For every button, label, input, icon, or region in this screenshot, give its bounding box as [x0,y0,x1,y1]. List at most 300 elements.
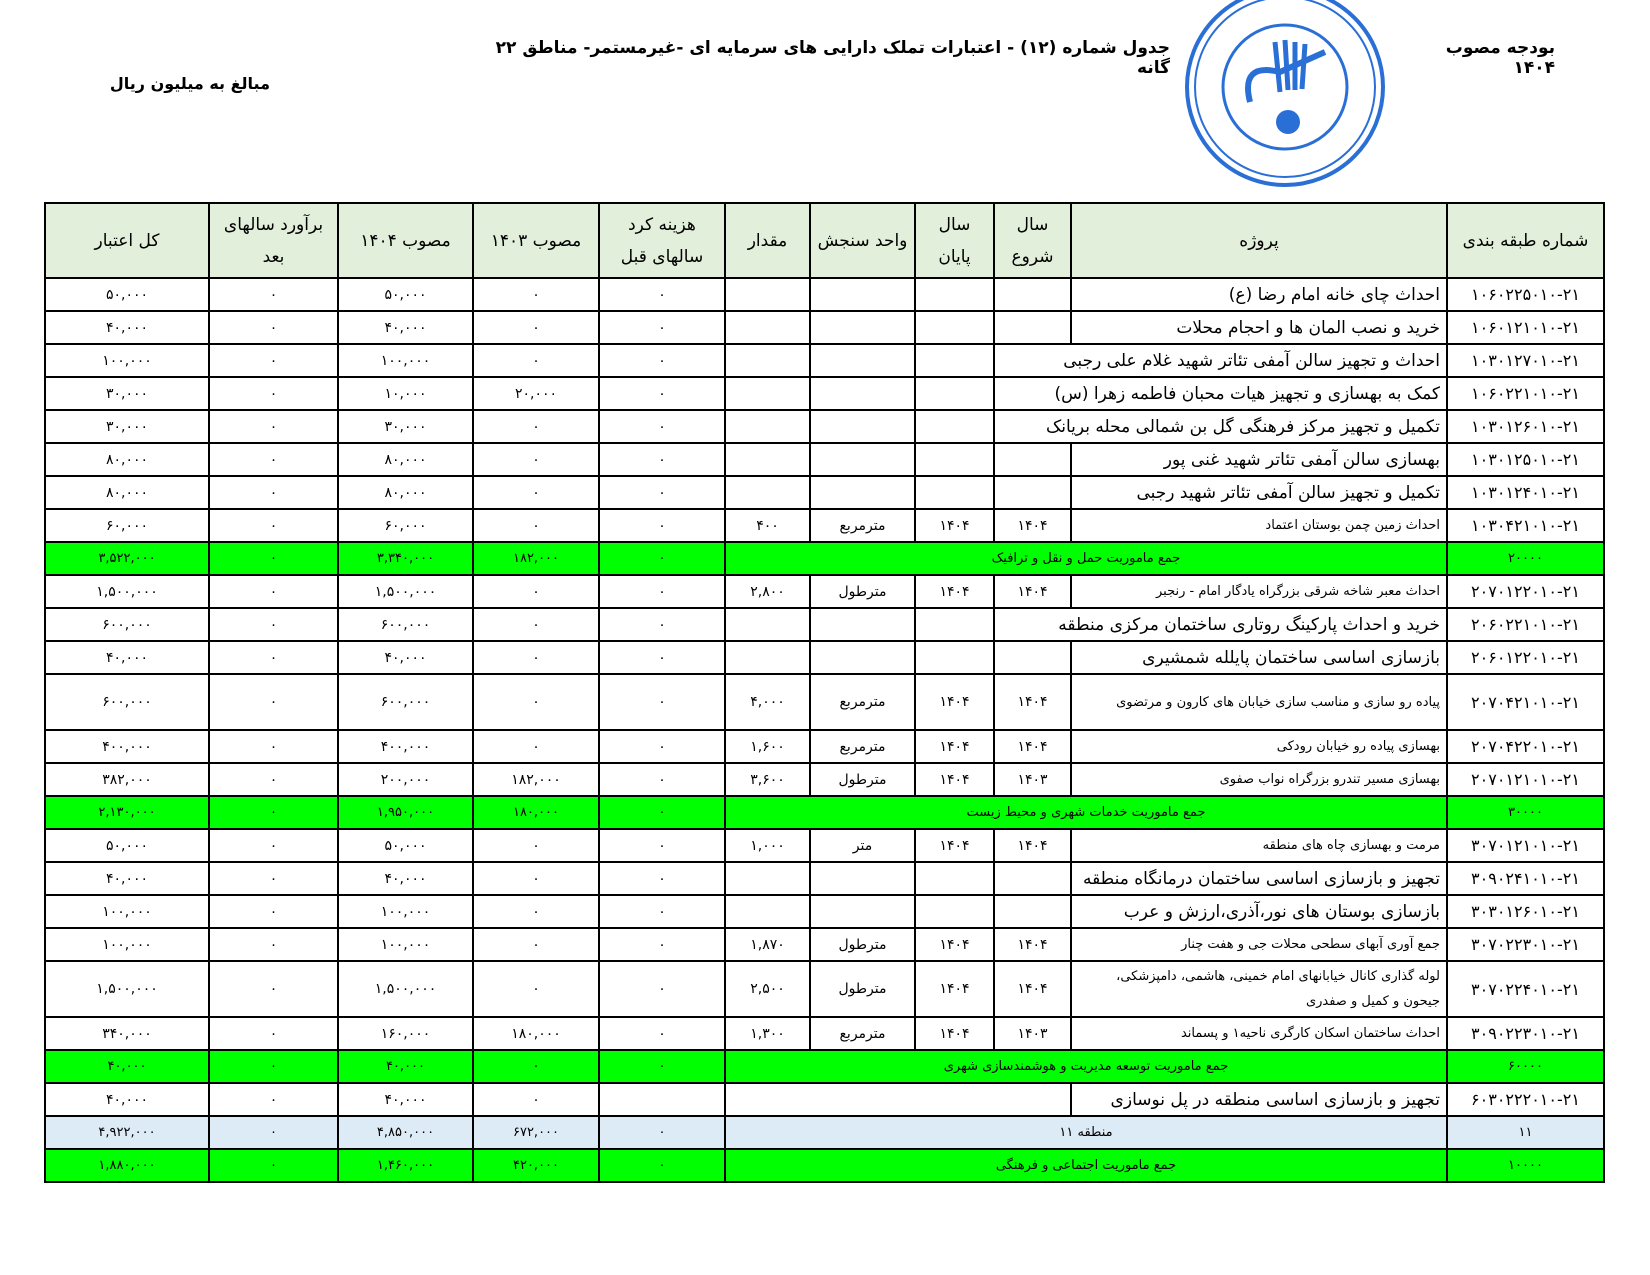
column-header-prev-cost: هزینه کرد سالهای قبل [599,203,725,278]
end-year-cell [915,862,994,895]
classification-code-cell: ۱۰۳۰۴۲۱۰۱۰-۲۱ [1447,509,1604,542]
approved-1404-cell: ۶۰۰,۰۰۰ [338,608,473,641]
total-credit-cell: ۳۰,۰۰۰ [45,377,209,410]
total-credit-cell: ۳,۵۲۲,۰۰۰ [45,542,209,575]
approved-1403-cell: ۰ [473,575,599,608]
approved-1403-cell: ۱۸۰,۰۰۰ [473,796,599,829]
prev-cost-cell: ۰ [599,730,725,763]
approved-1404-cell: ۶۰۰,۰۰۰ [338,674,473,730]
approved-1403-cell: ۰ [473,961,599,1017]
future-estimate-cell: ۰ [209,1050,338,1083]
project-cell: احداث معبر شاخه شرقی بزرگراه یادگار امام - رنجبر [1071,575,1447,608]
total-credit-cell: ۴۰۰,۰۰۰ [45,730,209,763]
prev-cost-cell: ۰ [599,961,725,1017]
approved-1404-cell: ۴۰,۰۰۰ [338,311,473,344]
total-credit-cell: ۸۰,۰۰۰ [45,443,209,476]
quantity-cell: ۲,۵۰۰ [725,961,810,1017]
approved-1403-cell: ۰ [473,1050,599,1083]
future-estimate-cell: ۰ [209,862,338,895]
approved-1403-cell: ۱۸۲,۰۰۰ [473,763,599,796]
end-year-cell [915,278,994,311]
prev-cost-cell: ۰ [599,575,725,608]
column-header-approved-1404: مصوب ۱۴۰۴ [338,203,473,278]
classification-code-cell: ۱۰۶۰۲۲۱۰۱۰-۲۱ [1447,377,1604,410]
classification-code-cell: ۲۰۷۰۱۲۲۰۱۰-۲۱ [1447,575,1604,608]
classification-code-cell: ۲۰۶۰۲۲۱۰۱۰-۲۱ [1447,608,1604,641]
project-cell: پیاده رو سازی و مناسب سازی خیابان های کارون و مرتضوی [1071,674,1447,730]
unit-cell [810,410,915,443]
quantity-cell: ۳,۶۰۰ [725,763,810,796]
prev-cost-cell: ۰ [599,443,725,476]
approved-1403-cell: ۰ [473,829,599,862]
project-cell: مرمت و بهسازی چاه های منطقه [1071,829,1447,862]
project-cell: احداث ساختمان اسکان کارگری ناحیه۱ و پسماند [1071,1017,1447,1050]
table-row [45,1017,1604,1050]
approved-1404-cell: ۴,۸۵۰,۰۰۰ [338,1116,473,1149]
prev-cost-cell: ۰ [599,278,725,311]
project-cell: خرید و نصب المان ها و احجام محلات [1071,311,1447,344]
start-year-cell: ۱۴۰۴ [994,961,1071,1017]
classification-code-cell: ۱۰۶۰۲۲۵۰۱۰-۲۱ [1447,278,1604,311]
classification-code-cell: ۳۰۷۰۲۲۳۰۱۰-۲۱ [1447,928,1604,961]
project-cell: بهسازی پیاده رو خیابان رودکی [1071,730,1447,763]
future-estimate-cell: ۰ [209,674,338,730]
unit-cell: مترمربع [810,509,915,542]
total-credit-cell: ۸۰,۰۰۰ [45,476,209,509]
summary-label-cell: جمع ماموریت خدمات شهری و محیط زیست [725,796,1447,829]
approved-1403-cell: ۰ [473,674,599,730]
approved-1403-cell: ۰ [473,608,599,641]
future-estimate-cell: ۰ [209,509,338,542]
table-row [45,829,1604,862]
approved-1404-cell: ۱,۴۶۰,۰۰۰ [338,1149,473,1182]
approved-1403-cell: ۰ [473,862,599,895]
approved-1403-cell: ۰ [473,1083,599,1116]
approved-1404-cell: ۳۰,۰۰۰ [338,410,473,443]
future-estimate-cell: ۰ [209,575,338,608]
approved-1403-cell: ۰ [473,641,599,674]
approved-1404-cell: ۳,۳۴۰,۰۰۰ [338,542,473,575]
summary-label-cell: جمع ماموریت توسعه مدیریت و هوشمندسازی شهری [725,1050,1447,1083]
future-estimate-cell: ۰ [209,763,338,796]
summary-label-cell: منطقه ۱۱ [725,1116,1447,1149]
approved-1403-cell: ۰ [473,443,599,476]
unit-cell: مترمربع [810,1017,915,1050]
classification-code-cell: ۱۰۳۰۱۲۶۰۱۰-۲۱ [1447,410,1604,443]
future-estimate-cell: ۰ [209,796,338,829]
quantity-cell [725,344,810,377]
quantity-cell [725,641,810,674]
classification-code-cell: ۱۰۳۰۱۲۵۰۱۰-۲۱ [1447,443,1604,476]
end-year-cell [915,895,994,928]
table-row [45,278,1604,311]
future-estimate-cell: ۰ [209,377,338,410]
summary-row [45,542,1604,575]
project-cell: احداث و تجهیز سالن آمفی تئاتر شهید غلام علی رجبی [994,344,1447,377]
project-cell: بهسازی مسیر تندرو بزرگراه نواب صفوی [1071,763,1447,796]
table-row [45,344,1604,377]
prev-cost-cell: ۰ [599,641,725,674]
unit-cell [810,608,915,641]
summary-label-cell: جمع ماموریت حمل و نقل و ترافیک [725,542,1447,575]
table-row [45,862,1604,895]
future-estimate-cell: ۰ [209,961,338,1017]
page-title: جدول شماره (۱۲) - اعتبارات تملک دارایی های سرمایه ای -غیرمستمر- مناطق ۲۲ گانه [495,38,1170,78]
start-year-cell [994,862,1071,895]
total-credit-cell: ۳۴۰,۰۰۰ [45,1017,209,1050]
total-credit-cell: ۵۰,۰۰۰ [45,278,209,311]
project-cell: بازسازی بوستان های نور،آذری،ارزش و عرب [1071,895,1447,928]
start-year-cell: ۱۴۰۴ [994,674,1071,730]
project-cell: تکمیل و تجهیز مرکز فرهنگی گل بن شمالی محله بریانک [994,410,1447,443]
start-year-cell [994,895,1071,928]
unit-cell [810,641,915,674]
future-estimate-cell: ۰ [209,311,338,344]
prev-cost-cell: ۰ [599,796,725,829]
classification-code-cell: ۶۰۳۰۲۲۲۰۱۰-۲۱ [1447,1083,1604,1116]
table-row [45,641,1604,674]
table-row [45,674,1604,730]
column-header-end-year: سال پایان [915,203,994,278]
start-year-cell: ۱۴۰۴ [994,509,1071,542]
approved-1403-cell: ۱۸۲,۰۰۰ [473,542,599,575]
unit-cell [810,377,915,410]
quantity-cell: ۱,۳۰۰ [725,1017,810,1050]
column-header-approved-1403: مصوب ۱۴۰۳ [473,203,599,278]
empty-cell [725,1083,1071,1116]
classification-code-cell: ۲۰۶۰۱۲۲۰۱۰-۲۱ [1447,641,1604,674]
approved-1403-cell: ۴۲۰,۰۰۰ [473,1149,599,1182]
classification-code-cell: ۲۰۷۰۱۲۱۰۱۰-۲۱ [1447,763,1604,796]
approved-1404-cell: ۱۶۰,۰۰۰ [338,1017,473,1050]
future-estimate-cell: ۰ [209,443,338,476]
future-estimate-cell: ۰ [209,1116,338,1149]
unit-cell [810,344,915,377]
prev-cost-cell: ۰ [599,928,725,961]
unit-cell: مترمربع [810,730,915,763]
approved-1404-cell: ۱,۹۵۰,۰۰۰ [338,796,473,829]
quantity-cell: ۱,۸۷۰ [725,928,810,961]
budget-label: بودجه مصوب ۱۴۰۴ [1445,38,1555,78]
prev-cost-cell: ۰ [599,377,725,410]
project-cell: بازسازی اساسی ساختمان پایلله شمشیری [1071,641,1447,674]
total-credit-cell: ۱۰۰,۰۰۰ [45,928,209,961]
table-header-row [45,203,1604,278]
future-estimate-cell: ۰ [209,410,338,443]
end-year-cell: ۱۴۰۴ [915,1017,994,1050]
total-credit-cell: ۶۰۰,۰۰۰ [45,674,209,730]
start-year-cell [994,278,1071,311]
approved-1404-cell: ۱۰۰,۰۰۰ [338,344,473,377]
unit-cell [810,862,915,895]
total-credit-cell: ۱۰۰,۰۰۰ [45,344,209,377]
future-estimate-cell: ۰ [209,542,338,575]
unit-cell: متر [810,829,915,862]
end-year-cell: ۱۴۰۴ [915,763,994,796]
approved-1403-cell: ۰ [473,730,599,763]
total-credit-cell: ۱,۵۰۰,۰۰۰ [45,575,209,608]
start-year-cell: ۱۴۰۴ [994,730,1071,763]
future-estimate-cell: ۰ [209,1017,338,1050]
classification-code-cell: ۱۰۶۰۱۲۱۰۱۰-۲۱ [1447,311,1604,344]
table-row [45,1083,1604,1116]
total-credit-cell: ۴۰,۰۰۰ [45,641,209,674]
region-total-row [45,1116,1604,1149]
project-cell: تکمیل و تجهیز سالن آمفی تئاتر شهید رجبی [1071,476,1447,509]
unit-cell [810,278,915,311]
approved-1404-cell: ۸۰,۰۰۰ [338,443,473,476]
approved-1403-cell: ۱۸۰,۰۰۰ [473,1017,599,1050]
total-credit-cell: ۱,۵۰۰,۰۰۰ [45,961,209,1017]
project-cell: کمک به بهسازی و تجهیز هیات محبان فاطمه زهرا (س) [994,377,1447,410]
classification-code-cell: ۶۰۰۰۰ [1447,1050,1604,1083]
project-cell: احداث چای خانه امام رضا (ع) [1071,278,1447,311]
classification-code-cell: ۳۰۳۰۱۲۶۰۱۰-۲۱ [1447,895,1604,928]
future-estimate-cell: ۰ [209,608,338,641]
unit-cell [810,443,915,476]
unit-cell [810,476,915,509]
quantity-cell [725,862,810,895]
start-year-cell [994,443,1071,476]
quantity-cell [725,311,810,344]
approved-1403-cell: ۰ [473,344,599,377]
column-header-start-year: سال شروع [994,203,1071,278]
table-row [45,575,1604,608]
start-year-cell: ۱۴۰۴ [994,575,1071,608]
approved-1403-cell: ۲۰,۰۰۰ [473,377,599,410]
future-estimate-cell: ۰ [209,641,338,674]
approved-1404-cell: ۱,۵۰۰,۰۰۰ [338,575,473,608]
classification-code-cell: ۳۰۹۰۲۲۳۰۱۰-۲۱ [1447,1017,1604,1050]
quantity-cell [725,278,810,311]
table-row [45,476,1604,509]
quantity-cell: ۴,۰۰۰ [725,674,810,730]
prev-cost-cell: ۰ [599,1017,725,1050]
approved-1404-cell: ۵۰,۰۰۰ [338,278,473,311]
end-year-cell: ۱۴۰۴ [915,928,994,961]
total-credit-cell: ۴۰,۰۰۰ [45,311,209,344]
table-row [45,377,1604,410]
total-credit-cell: ۶۰۰,۰۰۰ [45,608,209,641]
approved-1403-cell: ۰ [473,476,599,509]
classification-code-cell: ۲۰۷۰۴۲۱۰۱۰-۲۱ [1447,674,1604,730]
summary-label-cell: جمع ماموریت اجتماعی و فرهنگی [725,1149,1447,1182]
approved-1404-cell: ۱۰,۰۰۰ [338,377,473,410]
prev-cost-cell: ۰ [599,1149,725,1182]
column-header-future-estimate: برآورد سالهای بعد [209,203,338,278]
table-row [45,509,1604,542]
prev-cost-cell: ۰ [599,1050,725,1083]
approved-1404-cell: ۱۰۰,۰۰۰ [338,895,473,928]
approved-1404-cell: ۶۰,۰۰۰ [338,509,473,542]
total-credit-cell: ۵۰,۰۰۰ [45,829,209,862]
table-row [45,410,1604,443]
table-row [45,608,1604,641]
prev-cost-cell: ۰ [599,862,725,895]
approved-1404-cell: ۴۰,۰۰۰ [338,862,473,895]
quantity-cell [725,608,810,641]
quantity-cell [725,410,810,443]
approved-1404-cell: ۵۰,۰۰۰ [338,829,473,862]
prev-cost-cell: ۰ [599,1116,725,1149]
total-credit-cell: ۴۰,۰۰۰ [45,1083,209,1116]
end-year-cell: ۱۴۰۴ [915,961,994,1017]
unit-cell: مترطول [810,961,915,1017]
classification-code-cell: ۳۰۷۰۲۲۴۰۱۰-۲۱ [1447,961,1604,1017]
start-year-cell: ۱۴۰۳ [994,763,1071,796]
column-header-quantity: مقدار [725,203,810,278]
approved-1403-cell: ۰ [473,311,599,344]
approved-1404-cell: ۱۰۰,۰۰۰ [338,928,473,961]
classification-code-cell: ۱۰۳۰۱۲۷۰۱۰-۲۱ [1447,344,1604,377]
table-row [45,730,1604,763]
quantity-cell: ۴۰۰ [725,509,810,542]
approved-1403-cell: ۰ [473,895,599,928]
capital-assets-table [44,202,1605,1183]
prev-cost-cell: ۰ [599,344,725,377]
future-estimate-cell: ۰ [209,1083,338,1116]
approved-1404-cell: ۴۰۰,۰۰۰ [338,730,473,763]
end-year-cell [915,476,994,509]
future-estimate-cell: ۰ [209,344,338,377]
future-estimate-cell: ۰ [209,278,338,311]
approved-1403-cell: ۰ [473,410,599,443]
summary-row [45,1149,1604,1182]
project-cell: خرید و احداث پارکینگ روتاری ساختمان مرکزی منطقه [994,608,1447,641]
column-header-code: شماره طبقه بندی [1447,203,1604,278]
approved-1403-cell: ۰ [473,509,599,542]
project-cell: تجهیز و بازسازی اساسی منطقه در پل نوسازی [1071,1083,1447,1116]
prev-cost-cell: ۰ [599,509,725,542]
future-estimate-cell: ۰ [209,730,338,763]
end-year-cell [915,443,994,476]
future-estimate-cell: ۰ [209,829,338,862]
classification-code-cell: ۳۰۰۰۰ [1447,796,1604,829]
summary-row [45,796,1604,829]
start-year-cell [994,641,1071,674]
end-year-cell: ۱۴۰۴ [915,509,994,542]
project-cell: احداث زمین چمن بوستان اعتماد [1071,509,1447,542]
future-estimate-cell: ۰ [209,895,338,928]
table-row [45,895,1604,928]
quantity-cell: ۱,۰۰۰ [725,829,810,862]
table-row [45,763,1604,796]
total-credit-cell: ۴۰,۰۰۰ [45,1050,209,1083]
classification-code-cell: ۳۰۹۰۲۴۱۰۱۰-۲۱ [1447,862,1604,895]
future-estimate-cell: ۰ [209,1149,338,1182]
unit-note: مبالغ به میلیون ریال [109,74,270,93]
prev-cost-cell: ۰ [599,542,725,575]
total-credit-cell: ۱,۸۸۰,۰۰۰ [45,1149,209,1182]
start-year-cell: ۱۴۰۴ [994,928,1071,961]
prev-cost-cell: ۰ [599,895,725,928]
table-row [45,443,1604,476]
start-year-cell [994,311,1071,344]
approved-1403-cell: ۰ [473,928,599,961]
table-row [45,311,1604,344]
unit-cell: مترطول [810,763,915,796]
quantity-cell: ۲,۸۰۰ [725,575,810,608]
unit-cell [810,895,915,928]
end-year-cell: ۱۴۰۴ [915,730,994,763]
council-stamp-icon [1180,0,1390,192]
column-header-unit: واحد سنجش [810,203,915,278]
total-credit-cell: ۳۸۲,۰۰۰ [45,763,209,796]
prev-cost-cell: ۰ [599,829,725,862]
prev-cost-cell: ۰ [599,476,725,509]
classification-code-cell: ۱۰۳۰۱۲۴۰۱۰-۲۱ [1447,476,1604,509]
end-year-cell [915,608,994,641]
prev-cost-cell: ۰ [599,674,725,730]
prev-cost-cell: ۰ [599,311,725,344]
project-cell: بهسازی سالن آمفی تئاتر شهید غنی پور [1071,443,1447,476]
end-year-cell [915,344,994,377]
end-year-cell: ۱۴۰۴ [915,575,994,608]
total-credit-cell: ۴,۹۲۲,۰۰۰ [45,1116,209,1149]
project-cell: لوله گذاری کانال خیابانهای امام خمینی، هاشمی، دامپزشکی، جیحون و کمیل و صفدری [1071,961,1447,1017]
end-year-cell [915,377,994,410]
approved-1404-cell: ۱,۵۰۰,۰۰۰ [338,961,473,1017]
approved-1404-cell: ۴۰,۰۰۰ [338,1050,473,1083]
classification-code-cell: ۲۰۷۰۴۲۲۰۱۰-۲۱ [1447,730,1604,763]
approved-1404-cell: ۸۰,۰۰۰ [338,476,473,509]
start-year-cell: ۱۴۰۳ [994,1017,1071,1050]
table-row [45,928,1604,961]
approved-1404-cell: ۲۰۰,۰۰۰ [338,763,473,796]
approved-1403-cell: ۰ [473,278,599,311]
summary-row [45,1050,1604,1083]
end-year-cell [915,311,994,344]
approved-1404-cell: ۴۰,۰۰۰ [338,641,473,674]
column-header-total-credit: کل اعتبار [45,203,209,278]
future-estimate-cell: ۰ [209,476,338,509]
prev-cost-cell: ۰ [599,608,725,641]
quantity-cell [725,476,810,509]
start-year-cell: ۱۴۰۴ [994,829,1071,862]
column-header-project: پروژه [1071,203,1447,278]
table-row [45,961,1604,1017]
prev-cost-cell: ۰ [599,410,725,443]
quantity-cell [725,443,810,476]
start-year-cell [994,476,1071,509]
project-cell: تجهیز و بازسازی اساسی ساختمان درمانگاه منطقه [1071,862,1447,895]
unit-cell: مترمربع [810,674,915,730]
classification-code-cell: ۱۱ [1447,1116,1604,1149]
prev-cost-cell: ۰ [599,763,725,796]
quantity-cell: ۱,۶۰۰ [725,730,810,763]
future-estimate-cell: ۰ [209,928,338,961]
approved-1403-cell: ۶۷۲,۰۰۰ [473,1116,599,1149]
end-year-cell [915,641,994,674]
total-credit-cell: ۳۰,۰۰۰ [45,410,209,443]
total-credit-cell: ۱۰۰,۰۰۰ [45,895,209,928]
approved-1404-cell: ۴۰,۰۰۰ [338,1083,473,1116]
end-year-cell [915,410,994,443]
quantity-cell [725,377,810,410]
total-credit-cell: ۴۰,۰۰۰ [45,862,209,895]
prev-cost-cell [599,1083,725,1116]
total-credit-cell: ۲,۱۳۰,۰۰۰ [45,796,209,829]
classification-code-cell: ۱۰۰۰۰ [1447,1149,1604,1182]
total-credit-cell: ۶۰,۰۰۰ [45,509,209,542]
classification-code-cell: ۳۰۷۰۱۲۱۰۱۰-۲۱ [1447,829,1604,862]
end-year-cell: ۱۴۰۴ [915,829,994,862]
unit-cell: مترطول [810,575,915,608]
project-cell: جمع آوری آبهای سطحی محلات جی و هفت چنار [1071,928,1447,961]
unit-cell: مترطول [810,928,915,961]
unit-cell [810,311,915,344]
quantity-cell [725,895,810,928]
